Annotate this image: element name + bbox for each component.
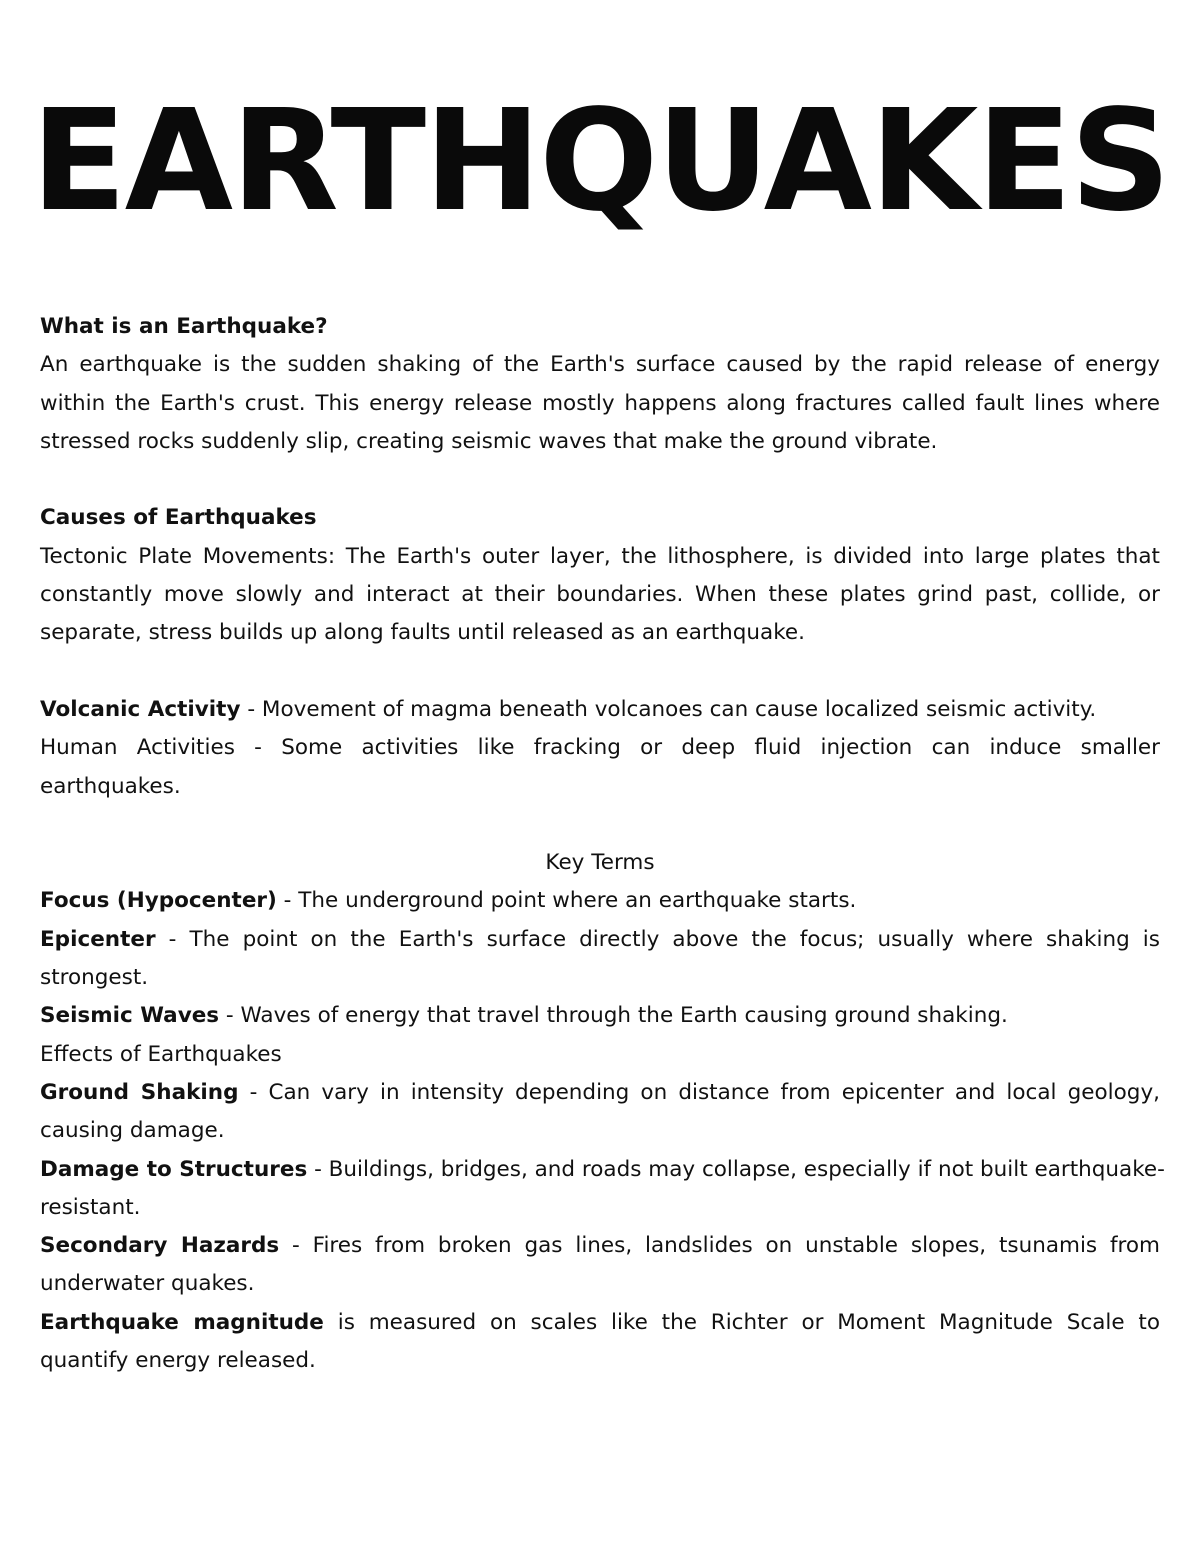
definition-magnitude-cont: quantify energy released. [40, 1348, 316, 1374]
effect-secondary-line [40, 1227, 1160, 1265]
paragraph-line: separate, stress builds up along faults until released as an earthquake. [40, 620, 805, 646]
term-damage-structures: Damage to Structures [40, 1156, 308, 1182]
effect-damage-line [40, 1151, 1165, 1189]
term-focus-line [40, 882, 1160, 920]
definition-damage-structures-cont: resistant. [40, 1194, 141, 1220]
definition-volcanic: - Movement of magma beneath volcanoes can cause localized seismic activity. [240, 696, 1097, 722]
term-secondary-hazards: Secondary Hazards [40, 1233, 280, 1259]
term-focus: Focus (Hypocenter) [40, 888, 277, 914]
definition-secondary-hazards: - Fires from broken gas lines, landslides on unstable slopes, tsunamis from [279, 1233, 1160, 1259]
document-body [40, 308, 1165, 1380]
definition-focus: - The underground point where an earthquake starts. [276, 888, 857, 914]
definition-damage-structures: - Buildings, bridges, and roads may collapse, especially if not built earthquake- [307, 1156, 1165, 1182]
definition-epicenter-cont: strongest. [40, 965, 149, 991]
section-heading-what-is: What is an Earthquake? [40, 314, 328, 339]
effect-shaking-line [40, 1074, 1160, 1112]
cause-human-line: earthquakes. [40, 773, 181, 799]
section-heading-effects: Effects of Earthquakes [40, 1041, 282, 1067]
magnitude-line [40, 1304, 1160, 1342]
section-heading-causes: Causes of Earthquakes [40, 505, 317, 531]
definition-secondary-hazards-cont: underwater quakes. [40, 1271, 255, 1297]
spacer [40, 653, 1160, 691]
term-magnitude: Earthquake magnitude [40, 1309, 324, 1335]
paragraph-line: constantly move slowly and interact at their boundaries. When these plates grind past, collide, or [40, 582, 1160, 608]
term-epicenter-line [40, 921, 1160, 959]
term-seismic-waves: Seismic Waves [40, 1003, 220, 1029]
section-heading-key-terms: Key Terms [545, 850, 655, 876]
term-seismic-line [40, 997, 1160, 1035]
paragraph-line: within the Earth's crust. This energy release mostly happens along fractures called fault lines where [40, 390, 1160, 416]
definition-seismic-waves: - Waves of energy that travel through the Earth causing ground shaking. [219, 1003, 1008, 1029]
spacer [40, 806, 1160, 844]
definition-magnitude: is measured on scales like the Richter or Moment Magnitude Scale to [323, 1309, 1160, 1335]
document-title: EARTHQUAKES [31, 80, 1169, 243]
definition-ground-shaking-cont: causing damage. [40, 1118, 225, 1144]
paragraph-line: Tectonic Plate Movements: The Earth's outer layer, the lithosphere, is divided into large plates that [40, 543, 1160, 569]
term-epicenter: Epicenter [40, 926, 156, 952]
definition-ground-shaking: - Can vary in intensity depending on distance from epicenter and local geology, [238, 1079, 1161, 1105]
paragraph-line: An earthquake is the sudden shaking of the Earth's surface caused by the rapid release of energy [40, 352, 1160, 378]
spacer [40, 461, 1160, 499]
definition-epicenter: - The point on the Earth's surface directly above the focus; usually where shaking is [155, 926, 1160, 952]
paragraph-line: stressed rocks suddenly slip, creating seismic waves that make the ground vibrate. [40, 428, 938, 454]
term-volcanic: Volcanic Activity [40, 696, 241, 722]
term-ground-shaking: Ground Shaking [40, 1079, 239, 1105]
cause-human-line: Human Activities - Some activities like fracking or deep fluid injection can induce smaller [40, 735, 1160, 761]
cause-volcanic [40, 691, 1160, 729]
